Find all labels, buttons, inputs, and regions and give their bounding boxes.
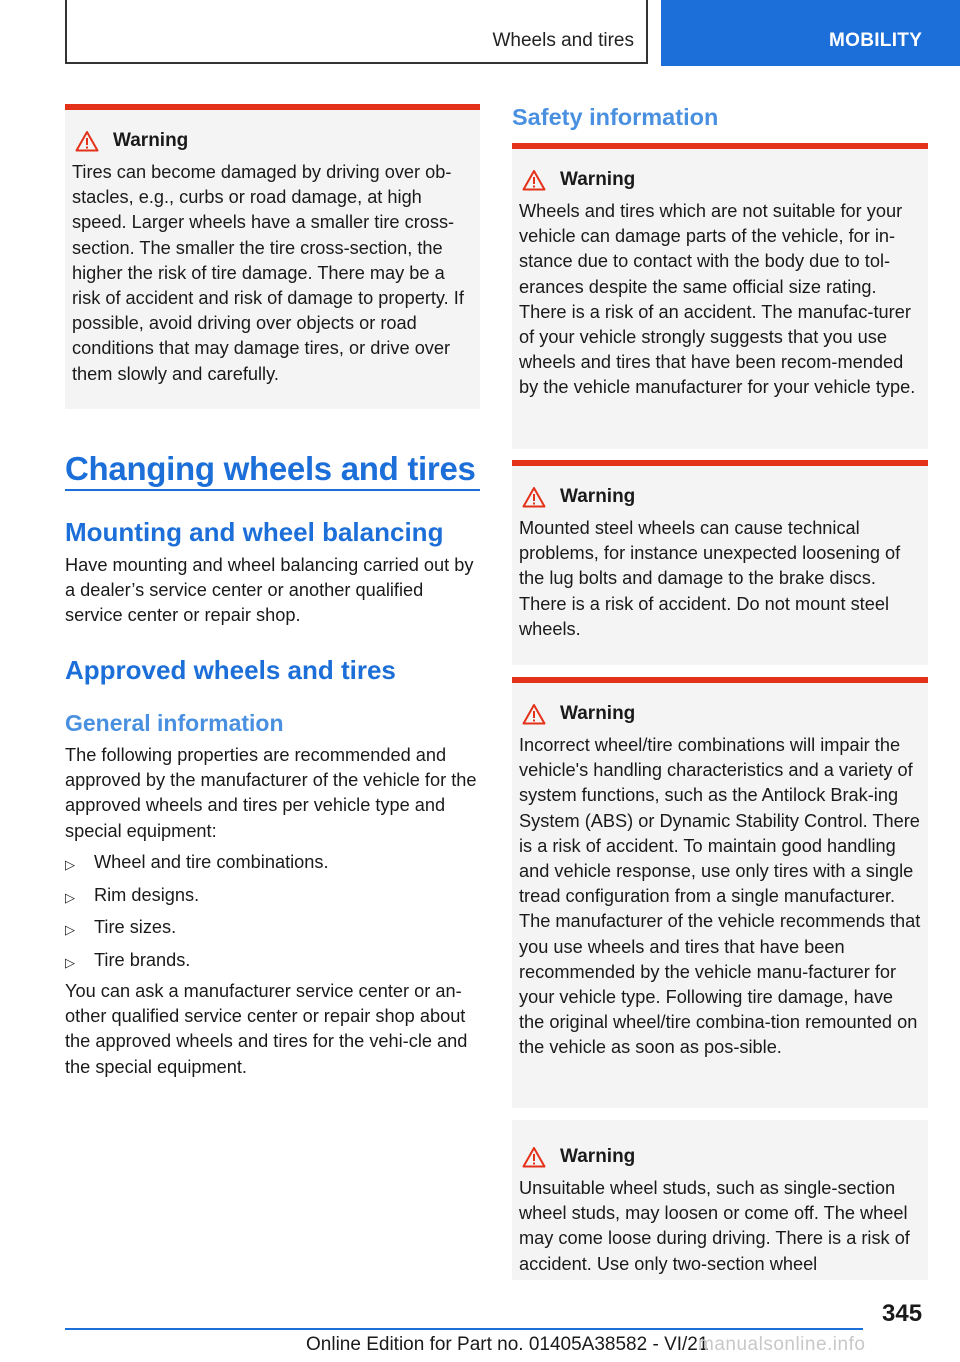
warning-triangle-icon (522, 169, 546, 191)
warning-text: Wheels and tires which are not suitable for your vehicle can damage parts of the vehicle, for in-stance due to contact with the body due to tol-erances despite the same official size rating. There is a risk of an accident. The manufac-turer of your vehicle strongly suggests that you use wheels and tires that have been recom-mended by the vehicle manufacturer for your vehicle type. (519, 201, 916, 398)
triangle-bullet-icon: ▷ (65, 954, 75, 970)
triangle-bullet-icon: ▷ (65, 922, 75, 937)
footer-watermark: manualsonline.info (698, 1334, 866, 1355)
warning-text: Tires can become damaged by driving over ob-stacles, e.g., curbs or road damage, at high speed. Larger wheels have a smaller tire cross-section. The smaller the tire cross-section, the higher the risk of tire damage. There may be a risk of accident and risk of damage to property. If possible, avoid driving over objects or road conditions that may damage tires, or drive over them slowly and carefully. (72, 162, 464, 384)
heading-approved: Approved wheels and tires (65, 655, 396, 685)
warning-box-wheel-tire-combinations (512, 677, 928, 1108)
header-chapter-tab (661, 0, 960, 66)
warning-text: Mounted steel wheels can cause technical problems, for instance unexpected loosening of the lug bolts and damage to the brake discs. There is a risk of accident. Do not mount steel wheels. (519, 518, 901, 639)
header-chapter-label: MOBILITY (829, 30, 923, 51)
list-item: ▷ Tire sizes. (65, 915, 480, 948)
warning-title: Warning (560, 703, 636, 724)
warning-box-tire-damage (65, 104, 480, 409)
mounting-text: Have mounting and wheel balancing carried out by a dealer’s service center or another qualified service center or repair shop. (65, 555, 474, 626)
running-header (65, 0, 648, 64)
list-item: ▷ Wheel and tire combinations. (65, 850, 480, 883)
approved-properties-list (65, 850, 480, 980)
warning-text: Unsuitable wheel studs, such as single-section wheel studs, may loosen or come off. The wheel may come loose during driving. There is a risk of accident. Use only two-section wheel (519, 1178, 910, 1274)
triangle-bullet-icon: ▷ (65, 857, 75, 872)
heading-safety-info: Safety information (512, 104, 719, 130)
warning-triangle-icon (522, 1146, 546, 1168)
list-item: ▷ Tire brands. (65, 948, 480, 981)
footer-edition-text: Online Edition for Part no. 01405A38582 - VI/21 (306, 1334, 709, 1355)
warning-title: Warning (113, 130, 189, 151)
warning-box-wheel-studs (512, 1120, 928, 1280)
warning-box-unsuitable-wheels (512, 143, 928, 449)
warning-triangle-icon (522, 703, 546, 725)
approved-outro-text: You can ask a manufacturer service center or an-other qualified service center or repair shop about the approved wheels and tires for the vehi-cle and the special equipment. (65, 981, 468, 1077)
warning-title: Warning (560, 1146, 636, 1167)
header-section-title: Wheels and tires (492, 30, 634, 51)
triangle-bullet-icon: ▷ (65, 889, 75, 905)
chapter-heading-rule (65, 489, 480, 491)
page-number: 345 (882, 1300, 923, 1327)
warning-text: Incorrect wheel/tire combinations will impair the vehicle's handling characteristics and a variety of system functions, such as the Antilock Brak-ing System (ABS) or Dynamic Stability Control. There is a risk of accident. To maintain good handling and vehicle response, use only tires with a single tread configuration from a single manufacturer. The manufacturer of the vehicle recommends that you use wheels and tires that have been recommended by the vehicle manu-facturer for your vehicle type. Following tire damage, have the original wheel/tire combina-tion remounted on the vehicle as soon as pos-sible. (519, 735, 921, 1058)
heading-mounting: Mounting and wheel balancing (65, 517, 444, 547)
warning-box-steel-wheels (512, 460, 928, 665)
warning-title: Warning (560, 486, 636, 507)
warning-triangle-icon (75, 130, 99, 152)
approved-intro-text: The following properties are recommended and approved by the manufacturer of the vehicle for the approved wheels and tires per vehicle type and special equipment: (65, 745, 477, 841)
list-item: ▷ Rim designs. (65, 883, 480, 916)
warning-triangle-icon (522, 486, 546, 508)
warning-title: Warning (560, 169, 636, 190)
chapter-heading: Changing wheels and tires (65, 450, 476, 487)
footer-rule (65, 1328, 863, 1330)
subheading-general-info: General information (65, 710, 284, 736)
